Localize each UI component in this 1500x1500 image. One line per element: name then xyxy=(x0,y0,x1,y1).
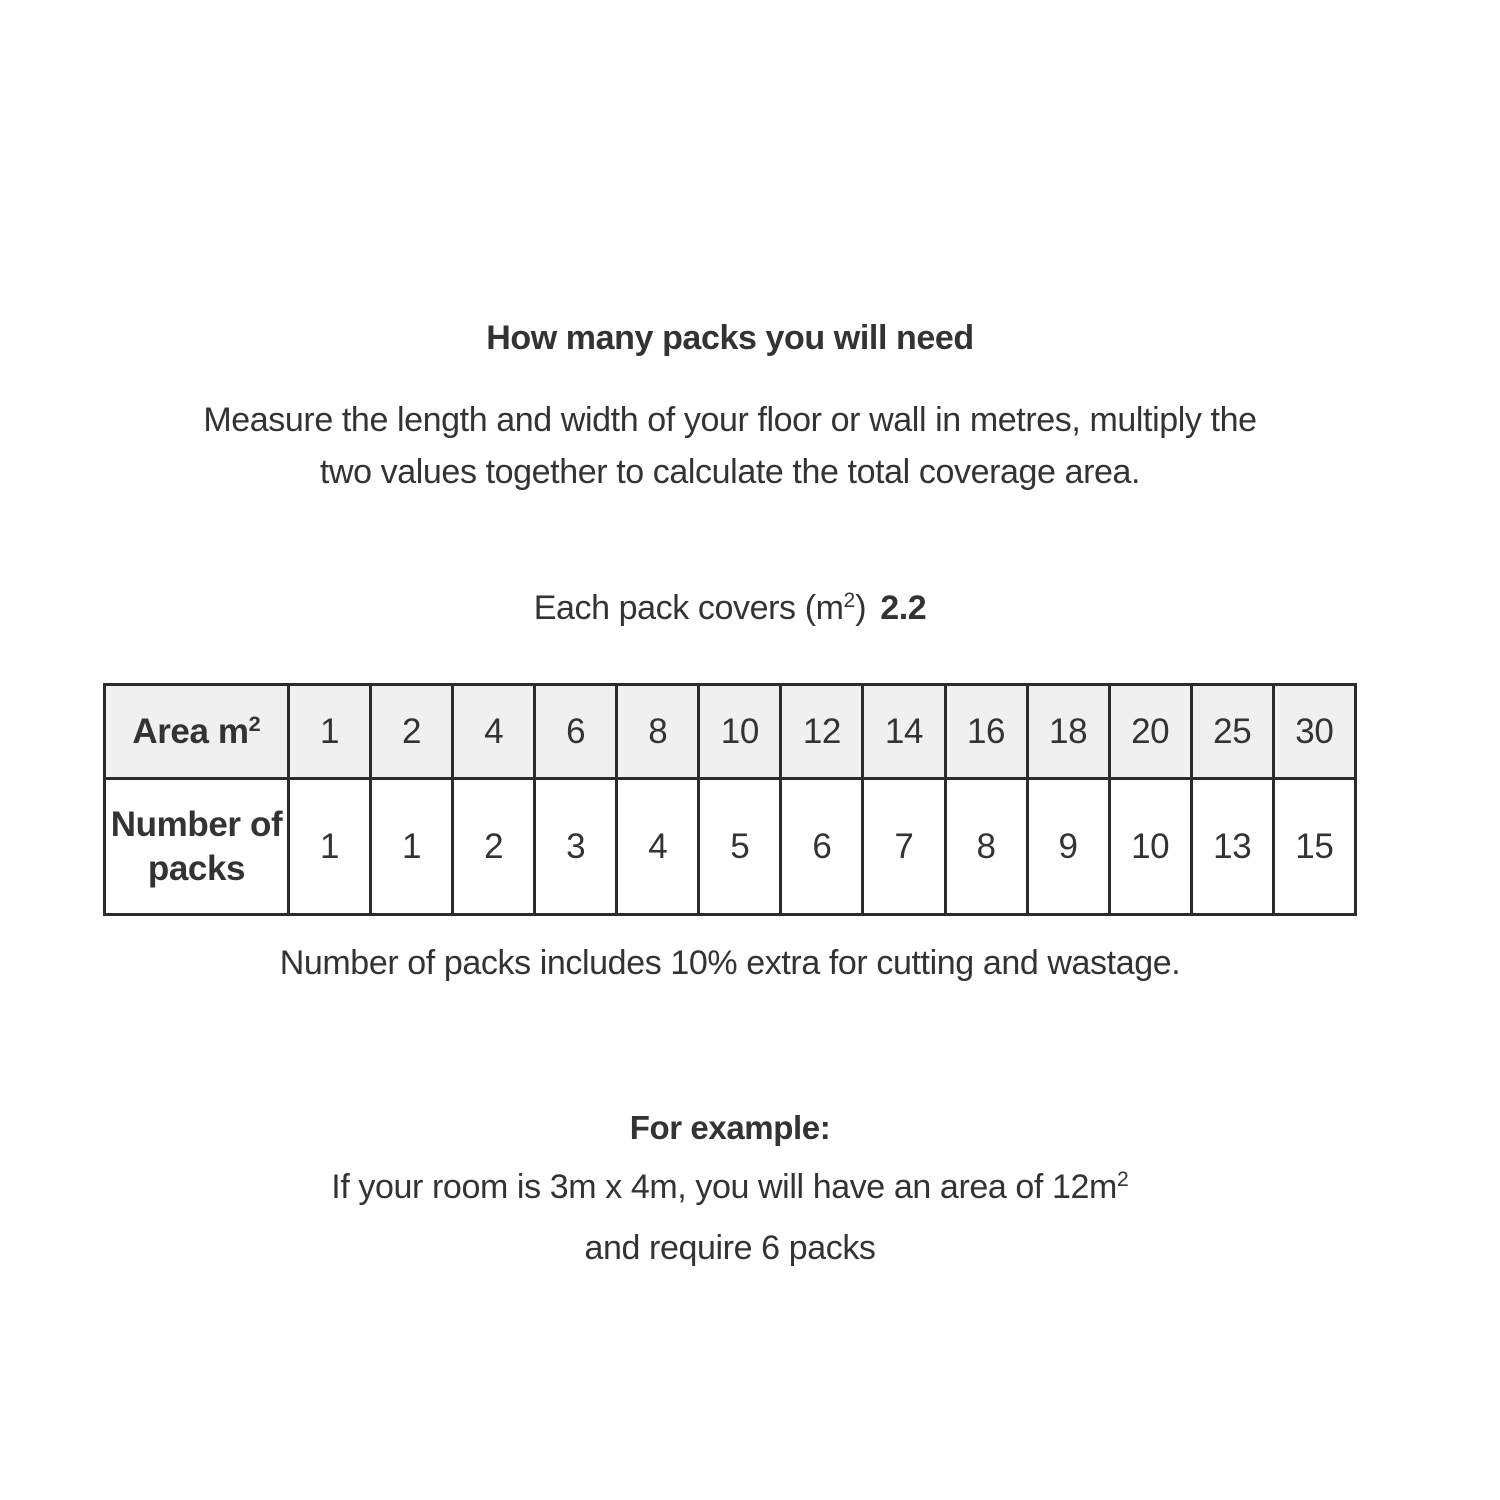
example-line-2: and require 6 packs xyxy=(584,1229,876,1267)
area-cell: 16 xyxy=(945,685,1027,779)
area-label-cell xyxy=(105,685,289,779)
area-cell: 30 xyxy=(1273,685,1355,779)
page-title: How many packs you will need xyxy=(486,319,974,357)
area-label-superscript: 2 xyxy=(248,710,261,736)
area-cell: 8 xyxy=(617,685,699,779)
area-cell: 20 xyxy=(1109,685,1191,779)
packs-table xyxy=(103,683,1357,916)
packs-cell: 9 xyxy=(1027,779,1109,915)
coverage-label-close: ) xyxy=(855,589,867,627)
packs-cell: 10 xyxy=(1109,779,1191,915)
area-cell: 18 xyxy=(1027,685,1109,779)
area-cell: 25 xyxy=(1191,685,1273,779)
area-cell: 12 xyxy=(781,685,863,779)
area-cell: 2 xyxy=(371,685,453,779)
intro-line-1: Measure the length and width of your floor or wall in metres, multiply the xyxy=(203,401,1257,439)
packs-cell: 1 xyxy=(289,779,371,915)
example-heading: For example: xyxy=(629,1109,831,1146)
packs-cell: 4 xyxy=(617,779,699,915)
packs-cell: 3 xyxy=(535,779,617,915)
area-cell: 1 xyxy=(289,685,371,779)
area-header-row xyxy=(105,685,1356,779)
area-cell: 4 xyxy=(453,685,535,779)
packs-cell: 15 xyxy=(1273,779,1355,915)
packs-cell: 13 xyxy=(1191,779,1273,915)
packs-cell: 5 xyxy=(699,779,781,915)
coverage-line xyxy=(0,586,1460,635)
packs-cell: 1 xyxy=(371,779,453,915)
area-cell: 6 xyxy=(535,685,617,779)
packs-row xyxy=(105,779,1356,915)
area-cell: 10 xyxy=(699,685,781,779)
coverage-value: 2.2 xyxy=(880,589,927,627)
example-line-1-text: If your room is 3m x 4m, you will have an area of 12m xyxy=(331,1168,1117,1206)
coverage-superscript: 2 xyxy=(843,589,856,613)
packs-cell: 7 xyxy=(863,779,945,915)
coverage-label: Each pack covers (m xyxy=(533,589,844,627)
area-cell: 14 xyxy=(863,685,945,779)
intro-paragraph xyxy=(0,394,1460,498)
packs-label-cell: Number of packs xyxy=(105,779,289,915)
area-label-text: Area m xyxy=(132,711,249,751)
intro-line-2: two values together to calculate the total coverage area. xyxy=(319,453,1141,491)
wastage-note: Number of packs includes 10% extra for cutting and wastage. xyxy=(279,944,1181,982)
example-line-1 xyxy=(0,1159,1460,1220)
packs-cell: 2 xyxy=(453,779,535,915)
example-paragraph xyxy=(0,1159,1460,1277)
packs-cell: 8 xyxy=(945,779,1027,915)
packs-cell: 6 xyxy=(781,779,863,915)
example-superscript: 2 xyxy=(1116,1168,1129,1192)
